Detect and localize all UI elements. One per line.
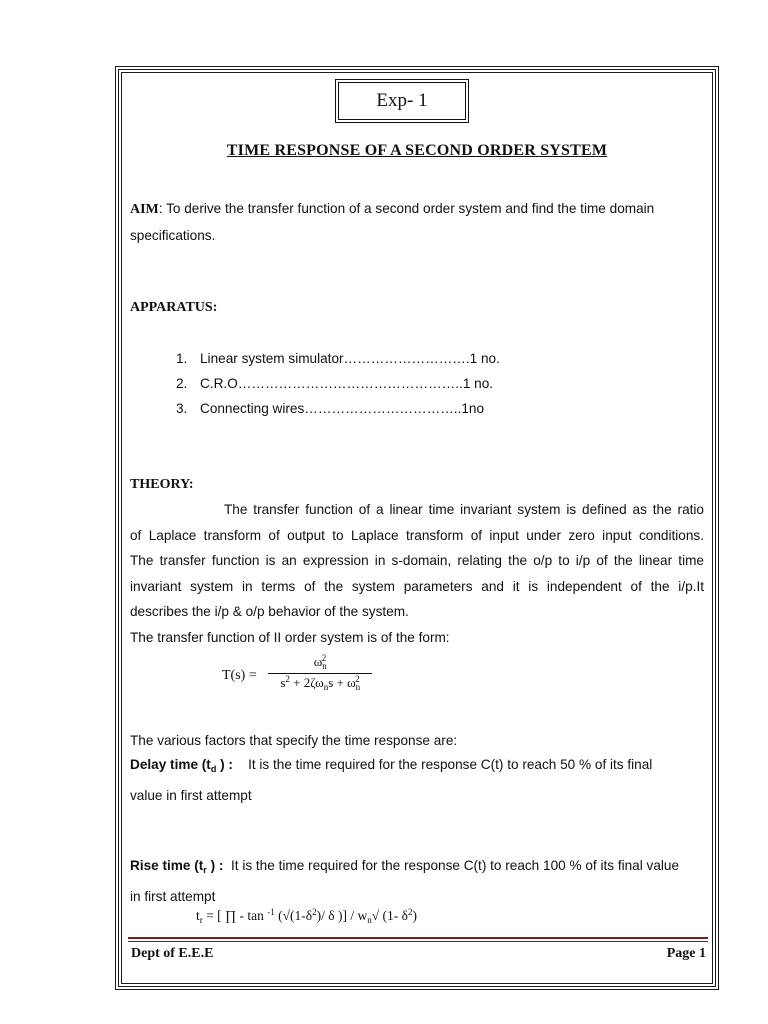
apparatus-item-number: 2. [176,376,188,391]
transfer-function-fraction [268,653,372,692]
rise-time-paragraph [130,853,704,909]
rise-time-label: Rise time ($t_r$ ) : [130,858,224,875]
theory-line: of Laplace transform of output to Laplace transform of input under zero input conditions. [130,527,704,543]
factors-intro: The various factors that specify the time response are: [130,733,458,748]
apparatus-item-text: C.R.O…………………………………………..1 no. [200,376,494,391]
experiment-label: Exp- 1 [376,90,428,111]
document-title: TIME RESPONSE OF A SECOND ORDER SYSTEM [226,142,608,159]
rise-time-text: It is the time required for the response C(t) to reach 100 % of its final value [230,858,680,873]
theory-line: The transfer function is an expression in s-domain, relating the o/p to i/p of the linear time [130,553,704,568]
apparatus-item [176,351,500,366]
apparatus-item [176,376,493,391]
footer-dept: Dept of E.E.E [131,946,214,961]
theory-line: The transfer function of II order system is of the form: [130,629,450,645]
delay-time-paragraph [130,752,704,808]
formula-numerator: $\omega_n^2$ [313,653,327,671]
apparatus-item-text: Linear system simulator……………………….1 no. [200,351,500,366]
experiment-label-box [338,82,466,120]
aim-text-line1: : To derive the transfer function of a second order system and find the time domain [158,201,655,216]
footer-page-number: Page 1 [666,946,706,961]
apparatus-item-number: 3. [176,401,188,416]
theory-line: invariant system in terms of the system parameters and it is independent of the i/p.It [130,578,704,594]
theory-paragraph [130,497,704,650]
rise-time-formula: $t_r$ = [ ∏ - tan $^{-1}$ ($√(1-\delta^2)/$ δ )] / $w_n√$ (1- $\delta^2$) [196,907,417,925]
delay-time-label: Delay time ($t_d$ ) : [130,757,233,774]
theory-line: describes the i/p & o/p behavior of the system. [130,604,409,619]
formula-denominator: $s^2 + 2\zeta\omega_ns + \omega_n^2$ [280,674,361,692]
apparatus-item-text: Connecting wires……………………………..1no [200,401,485,416]
aim-label: AIM [130,202,159,217]
delay-time-text-line2: value in first attempt [130,787,252,803]
theory-heading: THEORY: [130,477,194,492]
formula-lhs: T(s) = [222,668,257,683]
footer-rule [128,941,708,942]
aim-text-line2: specifications. [130,227,216,243]
footer-rule [128,937,708,939]
rise-time-text-line2: in first attempt [130,888,216,904]
apparatus-heading: APPARATUS: [130,300,218,315]
theory-line: The transfer function of a linear time invariant system is defined as the ratio [224,502,704,517]
aim-paragraph [130,196,704,248]
delay-time-text: It is the time required for the response C(t) to reach 50 % of its final [248,757,653,772]
apparatus-item-number: 1. [176,351,188,366]
apparatus-item [176,401,484,416]
